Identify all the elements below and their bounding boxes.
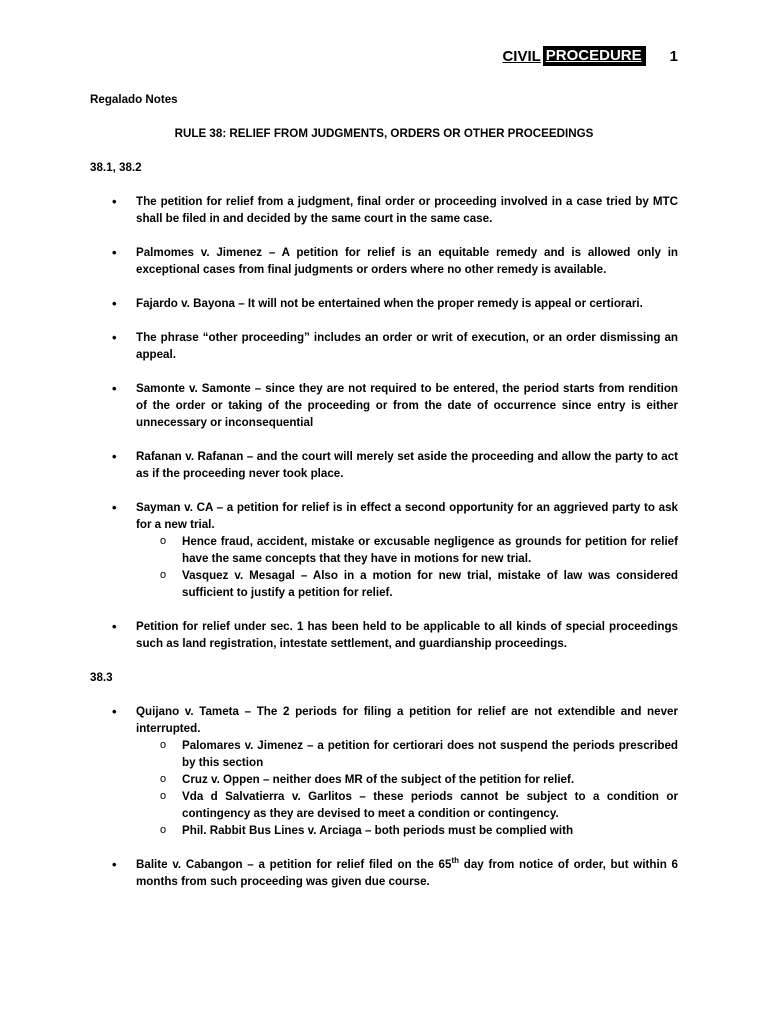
bullet-icon: • [112, 296, 117, 311]
list-item: • Samonte v. Samonte – since they are not required to be entered, the period starts from rendition of the order or taking of the proceeding or from the date of occurrence since entry is either unnecessary or inconsequential [112, 381, 678, 429]
document-body [90, 91, 678, 907]
rule-title: RULE 38: RELIEF FROM JUDGMENTS, ORDERS OR OTHER PROCEEDINGS [174, 127, 594, 140]
list-item: • Petition for relief under sec. 1 has been held to be applicable to all kinds of special proceedings such as land registration, intestate settlement, and guardianship proceedings. [112, 619, 678, 650]
sub-list-quijano [136, 737, 678, 839]
section-heading-38-3: 38.3 [90, 671, 113, 684]
bullet-icon: • [112, 381, 117, 396]
circle-bullet-icon: o [160, 569, 167, 581]
bullet-icon: • [112, 245, 117, 260]
list-item: • The petition for relief from a judgment, final order or proceeding involved in a case tried by MTC shall be filed in and decided by the same court in the same case. [112, 194, 678, 225]
header-civil: CIVIL [502, 47, 541, 65]
section-heading-38-1: 38.1, 38.2 [90, 161, 142, 174]
list-item: • Fajardo v. Bayona – It will not be entertained when the proper remedy is appeal or certiorari. [112, 296, 643, 311]
bullet-icon: • [112, 857, 117, 872]
sub-list-item: o Cruz v. Oppen – neither does MR of the subject of the petition for relief. [160, 773, 575, 786]
sub-list-sayman [136, 533, 678, 601]
list-item: • Sayman v. CA – a petition for relief is in effect a second opportunity for an aggrieved party to ask for a new trial. o Hence fraud, accident, mistake or excusable negligence as grounds for petition for relief have the same concepts that they have in motions for new trial. o Vasquez v. Mesagal – Also in a motion for new trial, mistake of law was considered sufficient to justify a petition for relief. [112, 500, 678, 599]
ordinal-superscript: th [451, 856, 460, 866]
bullet-icon: • [112, 619, 117, 634]
circle-bullet-icon: o [160, 535, 167, 547]
list-item: • Balite v. Cabangon – a petition for relief filed on the 65th day from notice of order, but within 6 months from such proceeding was given due course. [112, 856, 678, 888]
sub-list-item: o Phil. Rabbit Bus Lines v. Arciaga – both periods must be complied with [160, 824, 574, 837]
notes-title: Regalado Notes [90, 93, 178, 106]
header-procedure: PROCEDURE [543, 46, 646, 66]
bullet-icon: • [112, 194, 117, 209]
sub-list-item: o Vasquez v. Mesagal – Also in a motion for new trial, mistake of law was considered sufficient to justify a petition for relief. [160, 569, 678, 599]
circle-bullet-icon: o [160, 790, 167, 802]
bullet-icon: • [112, 704, 117, 719]
bullet-icon: • [112, 330, 117, 345]
bullet-list-38-1 [90, 193, 678, 652]
bullet-icon: • [112, 449, 117, 464]
bullet-list-38-3 [90, 703, 678, 890]
page-header [502, 46, 678, 66]
list-item: • Rafanan v. Rafanan – and the court will merely set aside the proceeding and allow the party to act as if the proceeding never took place. [112, 449, 678, 480]
list-item: • The phrase “other proceeding” includes an order or writ of execution, or an order dismissing an appeal. [112, 330, 678, 361]
circle-bullet-icon: o [160, 773, 167, 785]
bullet-icon: • [112, 500, 117, 515]
page-number: 1 [669, 47, 678, 65]
circle-bullet-icon: o [160, 739, 167, 751]
sub-list-item: o Palomares v. Jimenez – a petition for certiorari does not suspend the periods prescribed by this section [160, 739, 678, 769]
sub-list-item: o Hence fraud, accident, mistake or excusable negligence as grounds for petition for relief have the same concepts that they have in motions for new trial. [160, 535, 678, 565]
list-item: • Palmomes v. Jimenez – A petition for relief is an equitable remedy and is allowed only in exceptional cases from final judgments or orders where no other remedy is available. [112, 245, 678, 276]
circle-bullet-icon: o [160, 824, 167, 836]
list-item: • Quijano v. Tameta – The 2 periods for filing a petition for relief are not extendible and never interrupted. o Palomares v. Jimenez – a petition for certiorari does not suspend the periods prescribed by this section o Cruz v. Oppen – neither does MR of the subject of the petition for relief. o Vda d Salvatierra v. Garlitos – these periods cannot be subject to a condition or contingency as they are devised to meet a condition or contingency. o Phil. Rabbit Bus Lines v. Arciaga – both periods must be complied with [112, 704, 678, 837]
sub-list-item: o Vda d Salvatierra v. Garlitos – these periods cannot be subject to a condition or contingency as they are devised to meet a condition or contingency. [160, 790, 678, 820]
